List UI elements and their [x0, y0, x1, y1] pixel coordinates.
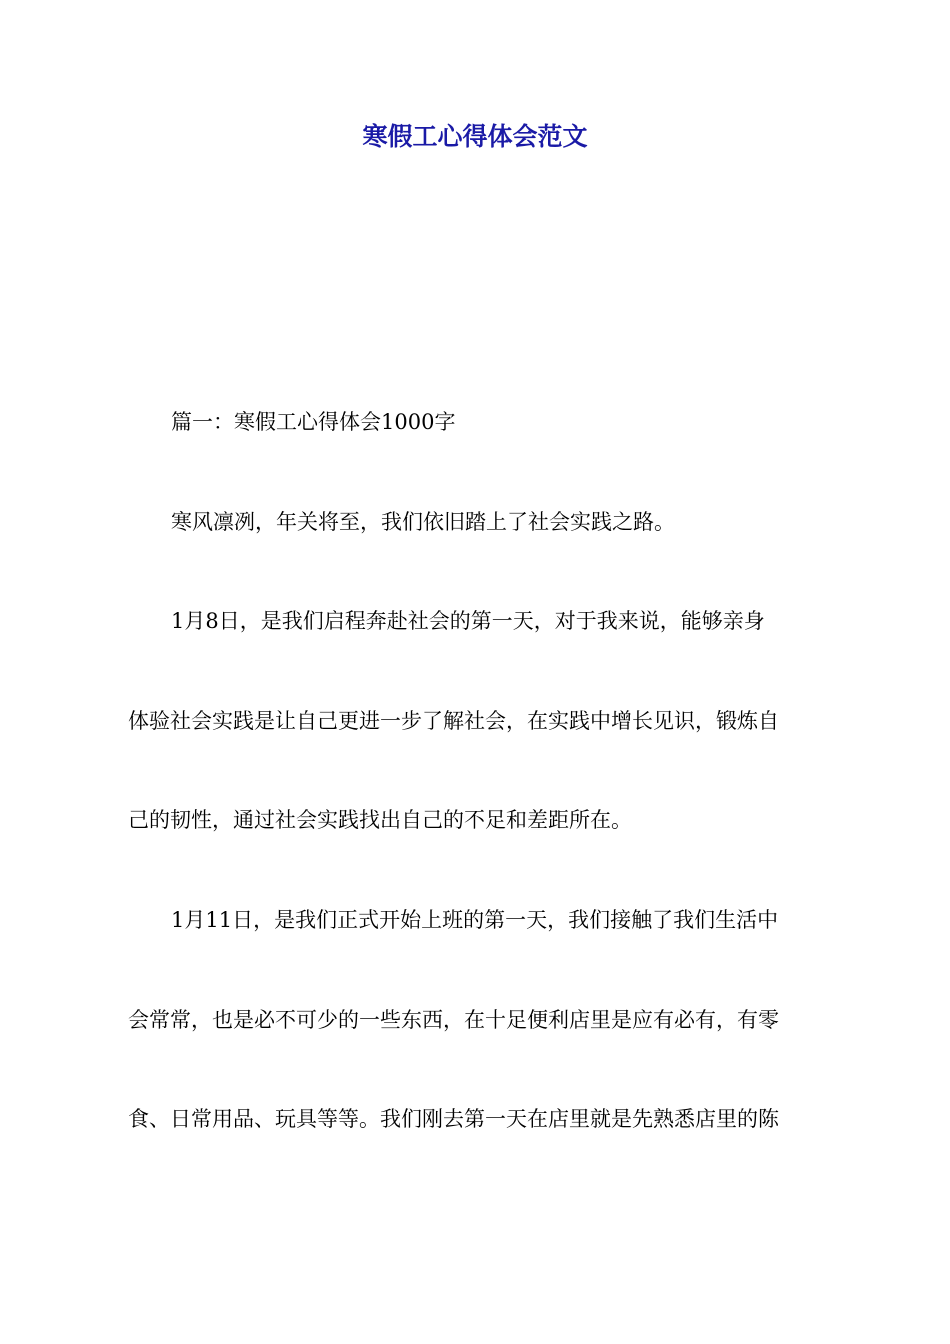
- document-title: 寒假工心得体会范文: [362, 122, 588, 151]
- paragraph-line: 体验社会实践是让自己更进一步了解社会，在实践中增长见识，锻炼自: [128, 709, 779, 733]
- section-heading: 篇一：寒假工心得体会1000字: [171, 410, 456, 434]
- paragraph-line: 1月11日，是我们正式开始上班的第一天，我们接触了我们生活中: [171, 908, 779, 932]
- paragraph-line: 寒风凛冽，年关将至，我们依旧踏上了社会实践之路。: [171, 510, 675, 534]
- paragraph-line: 会常常，也是必不可少的一些东西，在十足便利店里是应有必有，有零: [128, 1008, 779, 1032]
- paragraph-line: 食、日常用品、玩具等等。我们刚去第一天在店里就是先熟悉店里的陈: [128, 1107, 779, 1131]
- paragraph-line: 1月8日，是我们启程奔赴社会的第一天，对于我来说，能够亲身: [171, 609, 765, 633]
- paragraph-line: 己的韧性，通过社会实践找出自己的不足和差距所在。: [128, 808, 632, 832]
